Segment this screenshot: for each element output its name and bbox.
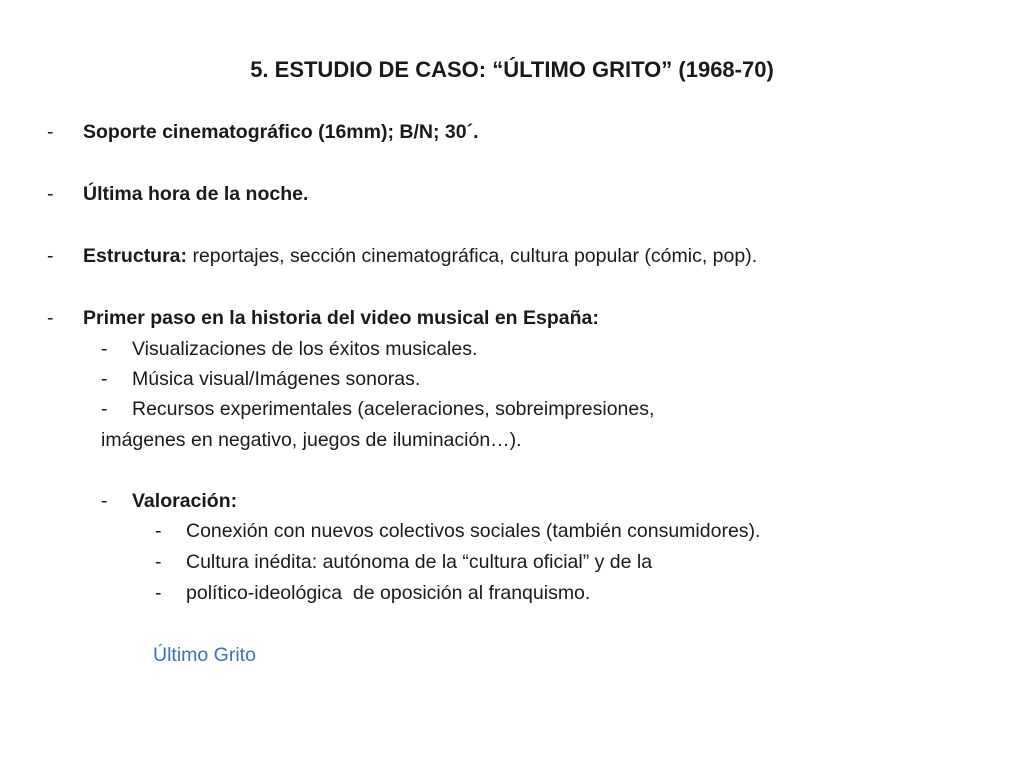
bullet-item-valoracion	[101, 488, 237, 514]
sub-bullet-item	[155, 518, 760, 544]
bullet-dash: -	[101, 338, 108, 360]
bullet-text: Primer paso en la historia del video musical en España:	[83, 307, 599, 329]
bullet-dash: -	[101, 368, 108, 390]
bullet-item-primer-paso	[47, 305, 599, 331]
sub-bullet-text: Conexión con nuevos colectivos sociales (también consumidores).	[186, 520, 761, 542]
bullet-text: Última hora de la noche.	[83, 183, 309, 205]
bullet-dash: -	[47, 245, 54, 267]
bullet-dash: -	[47, 121, 54, 143]
bullet-text: reportajes, sección cinematográfica, cultura popular (cómic, pop).	[187, 245, 758, 267]
sub-bullet-text: Música visual/Imágenes sonoras.	[132, 368, 421, 390]
bullet-dash: -	[47, 307, 54, 329]
bullet-dash: -	[101, 490, 108, 512]
bullet-dash: -	[47, 183, 54, 205]
sub-bullet-text: Visualizaciones de los éxitos musicales.	[132, 338, 478, 360]
sub-bullet-item	[101, 366, 420, 392]
bullet-dash: -	[155, 520, 162, 542]
bullet-text: Soporte cinematográfico (16mm); B/N; 30´.	[83, 121, 479, 143]
sub-bullet-item	[101, 336, 477, 362]
sub-bullet-text: político-ideológica de oposición al franquismo.	[186, 582, 591, 604]
bullet-dash: -	[155, 551, 162, 573]
bullet-item-estructura	[47, 243, 757, 269]
bullet-dash: -	[155, 582, 162, 604]
bullet-label: Estructura:	[83, 245, 188, 267]
bullet-dash: -	[101, 398, 108, 420]
slide-title: 5. ESTUDIO DE CASO: “ÚLTIMO GRITO” (1968-70)	[250, 57, 774, 82]
sub-bullet-item	[155, 580, 590, 606]
bullet-item-soporte	[47, 119, 478, 145]
bullet-item-ultima-hora	[47, 181, 308, 207]
sub-bullet-text: Cultura inédita: autónoma de la “cultura oficial” y de la	[186, 551, 653, 573]
sub-bullet-text: Recursos experimentales (aceleraciones, sobreimpresiones,	[132, 398, 655, 420]
bullet-label: Valoración:	[132, 490, 238, 512]
sub-bullet-continuation: imágenes en negativo, juegos de iluminación…).	[101, 429, 522, 451]
ultimo-grito-link[interactable]: Último Grito	[153, 644, 256, 666]
sub-bullet-item	[155, 549, 652, 575]
sub-bullet-item	[101, 396, 654, 422]
